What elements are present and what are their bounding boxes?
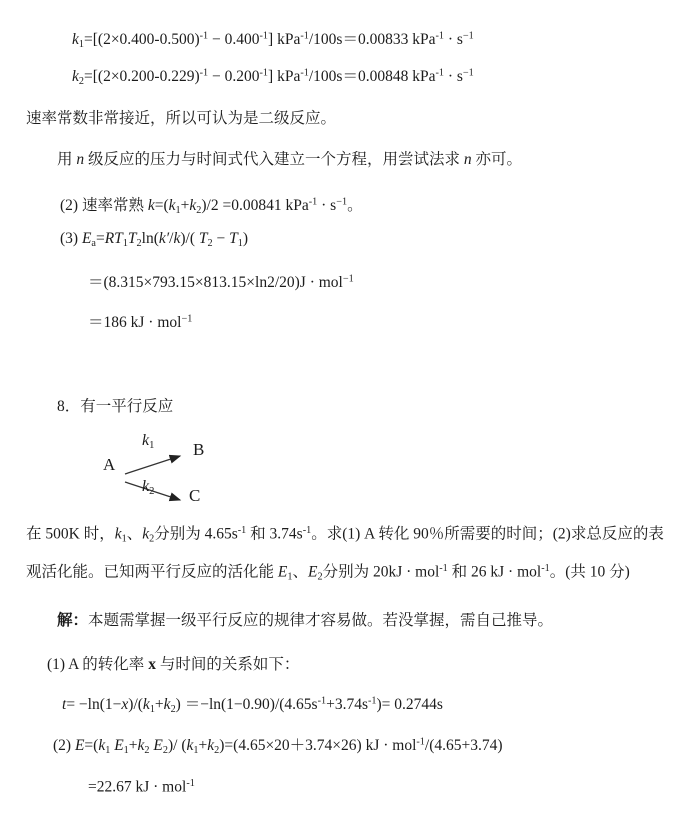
activation-energy-result: ＝186 kJ · mol$^{-1}$ [88, 313, 193, 331]
product-c-label: C [189, 486, 201, 505]
part2-apparent-activation-energy: (2) E=(k1 E1+k2 E2)/ (k1+k2)=(4.65×20＋3.74×26) kJ · mol$^{-1}$/(4.65+3.74) [53, 736, 503, 756]
problem8-statement: 在 500K 时，k1、k2分别为 $4.65s^{-1}$ 和 $3.74s^{-1}$。求(1) A 转化 90％所需要的时间；(2)求总反应的表观活化能。已知两平行反应的活化能 E1、E2分别为 20kJ · mol$^{-1}$ 和 26 kJ · mol$^{-1}$。(共 10 分) [26, 525, 664, 583]
apparent-activation-energy-result: =22.67 kJ · mol$^{-1}$ [88, 778, 195, 796]
product-b-label: B [193, 440, 205, 459]
part2-rate-constant: (2) 速率常熟 k=(k1+k2)/2 =0.00841 $kPa^{-1} \cdot s^{-1}$。 [60, 196, 363, 216]
solution-note: 解：本题需掌握一级平行反应的规律才容易做。若没掌握，需自己推导。 [57, 612, 554, 629]
part3-activation-energy-formula: (3) Ea=RT1T2ln(k′/k)/( T2 − T1) [60, 230, 249, 249]
equation-k1: $k1=[(2\times 0.400-0.500)^{-1} - 0.400^{-1}]$ kPa$^{-1}$/100s＝0.00833 $kPa^{-1} \cdot s^{-1}$ [72, 30, 474, 50]
reaction-arrows [98, 432, 238, 517]
time-calculation: $t= -\ln(1-x)/(k1+k2) =-\ln(1-0.90)/(4.65s^{-1}+3.74s^{-1})= 0.2744s$ [62, 695, 443, 715]
equation-k2: $k2=[(2\times 0.200-0.229)^{-1} - 0.200^{-1}]$ kPa$^{-1}$/100s＝0.00848 $kPa^{-1} \cdot s^{-1}$ [72, 67, 474, 87]
rate-constant-k1-label: k1 [142, 432, 155, 451]
activation-energy-calculation: ＝(8.315×793.15×813.15×ln2/20)J · mol$^{-1}$ [88, 273, 354, 291]
note-nth-order-method: 用 n 级反应的压力与时间式代入建立一个方程，用尝试法求 n 亦可。 [57, 151, 523, 168]
parallel-reaction-diagram [98, 432, 238, 517]
part1-conversion-intro: (1) A 的转化率 x 与时间的关系如下： [47, 656, 300, 673]
problem8-heading: 8．有一平行反应 [57, 398, 174, 415]
rate-constant-k2-label: k2 [142, 478, 155, 497]
conclusion-second-order: 速率常数非常接近，所以可认为是二级反应。 [26, 110, 337, 127]
reactant-a-label: A [103, 455, 116, 474]
